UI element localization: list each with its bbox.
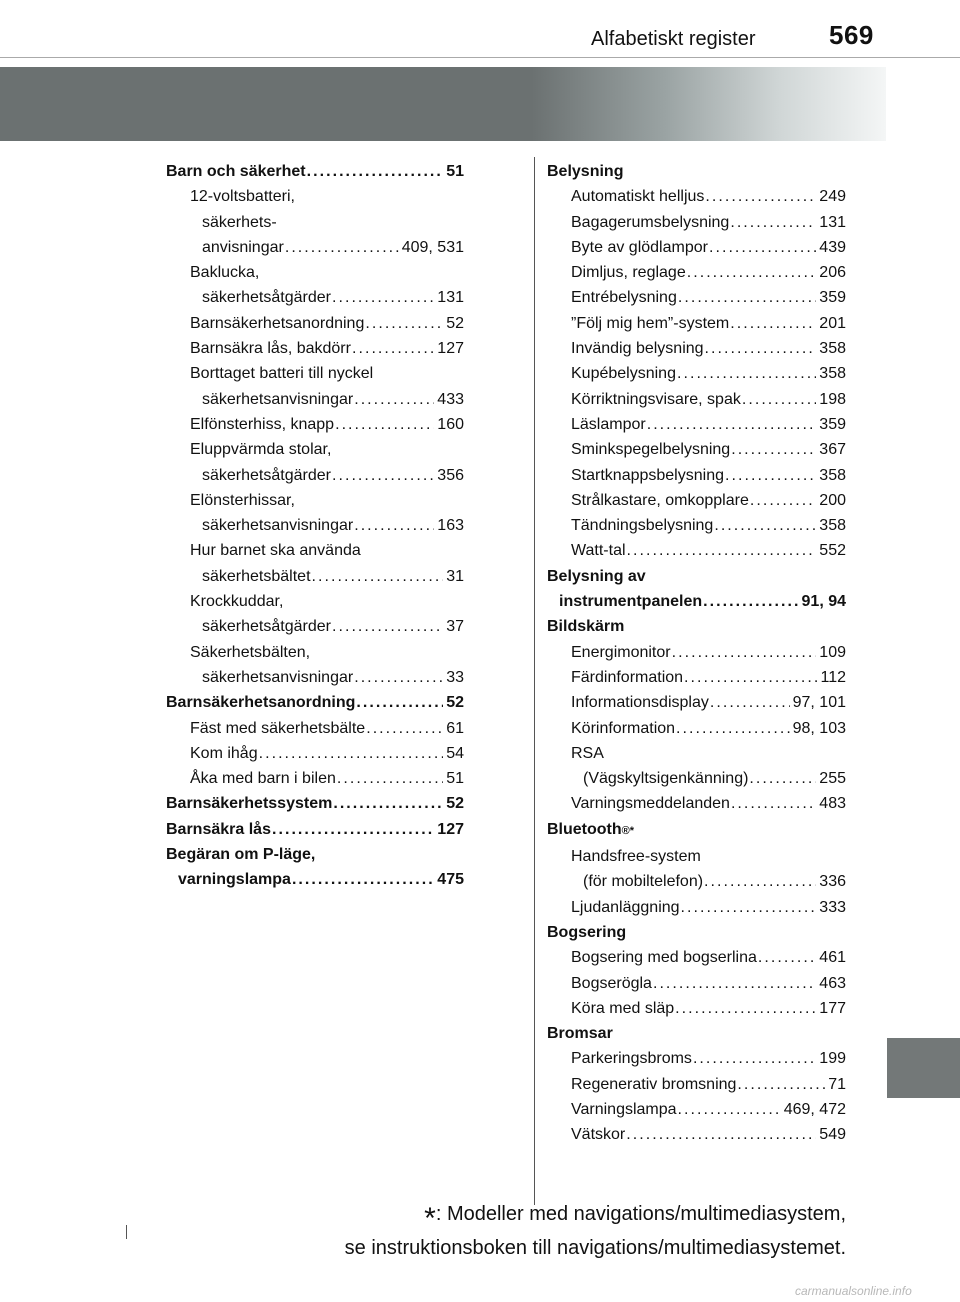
entry-page-ref[interactable]: 31	[446, 567, 464, 585]
entry-page-ref[interactable]: 177	[819, 999, 846, 1017]
index-entry	[547, 513, 846, 538]
dot-leader	[748, 766, 816, 791]
index-entry	[166, 716, 464, 741]
entry-label: Barn och säkerhet	[166, 163, 306, 180]
entry-label: Startknappsbelysning	[571, 466, 724, 484]
entry-page-ref[interactable]: 201	[819, 314, 846, 332]
index-entry	[547, 311, 846, 336]
dot-leader	[626, 538, 817, 563]
header-banner	[0, 67, 886, 141]
index-entry	[166, 791, 464, 816]
index-entry	[547, 589, 846, 614]
index-entry	[547, 1046, 846, 1071]
index-entry	[547, 844, 846, 869]
entry-page-ref[interactable]: 358	[819, 466, 846, 484]
entry-page-ref[interactable]: 469, 472	[783, 1100, 846, 1118]
index-entry	[547, 665, 846, 690]
entry-page-ref[interactable]: 358	[819, 517, 846, 535]
entry-label: säkerhetsåtgärder	[202, 289, 331, 307]
index-entry	[166, 260, 464, 285]
index-entry	[547, 159, 846, 184]
entry-page-ref[interactable]: 97, 101	[792, 694, 846, 712]
dot-leader	[364, 311, 443, 336]
index-entry	[547, 463, 846, 488]
entry-label: Bildskärm	[547, 618, 625, 636]
dot-leader	[652, 971, 816, 996]
index-entry	[547, 945, 846, 970]
dot-leader	[703, 869, 816, 894]
column-divider	[534, 157, 535, 1205]
entry-page-ref[interactable]: 52	[446, 314, 464, 332]
index-entry	[166, 842, 464, 867]
entry-label: Varningsmeddelanden	[571, 795, 730, 813]
entry-label: Informationsdisplay	[571, 694, 709, 712]
entry-label: Barnsäkerhetsanordning	[166, 694, 356, 712]
entry-label: Krockkuddar,	[190, 593, 284, 611]
entry-label: säkerhetsanvisningar	[202, 390, 354, 408]
index-entry	[547, 285, 846, 310]
index-entry	[166, 665, 464, 690]
entry-label: 12-voltsbatteri,	[190, 188, 295, 206]
dot-leader	[353, 513, 434, 538]
entry-label: Begäran om P-läge,	[166, 846, 316, 864]
index-entry	[547, 488, 846, 513]
index-entry	[547, 716, 846, 741]
entry-page-ref[interactable]: 356	[437, 466, 464, 484]
dot-leader	[729, 210, 816, 235]
entry-label: Ljudanläggning	[571, 898, 680, 916]
index-entry	[547, 412, 846, 437]
entry-page-ref[interactable]: 483	[819, 795, 846, 813]
dot-leader	[271, 817, 434, 842]
dot-leader	[724, 463, 816, 488]
dot-leader	[331, 285, 434, 310]
entry-label: Baklucka,	[190, 264, 260, 282]
entry-label: Varningslampa	[571, 1100, 677, 1118]
dot-leader	[702, 589, 798, 614]
entry-page-ref[interactable]: 206	[819, 264, 846, 282]
entry-label: Bogsering med bogserlina	[571, 949, 757, 967]
dot-leader	[709, 690, 790, 715]
entry-label: Elönsterhissar,	[190, 491, 295, 509]
entry-page-ref[interactable]: 37	[446, 618, 464, 636]
entry-label: Borttaget batteri till nyckel	[190, 365, 374, 383]
entry-page-ref[interactable]: 109	[819, 643, 846, 661]
index-entry	[166, 463, 464, 488]
dot-leader	[704, 184, 816, 209]
index-entry	[166, 488, 464, 513]
entry-label: säkerhetsåtgärder	[202, 466, 331, 484]
index-entry	[547, 538, 846, 563]
entry-page-ref[interactable]: 333	[819, 898, 846, 916]
index-entry	[547, 1021, 846, 1046]
entry-label: säkerhetsanvisningar	[202, 668, 354, 686]
entry-label: Barnsäkra lås, bakdörr	[190, 340, 351, 358]
dot-leader	[353, 665, 443, 690]
index-entry	[547, 361, 846, 386]
entry-label: Sminkspegelbelysning	[571, 441, 731, 459]
entry-page-ref[interactable]: 71	[828, 1075, 846, 1093]
entry-page-ref[interactable]: 439	[819, 238, 846, 256]
index-entry	[547, 260, 846, 285]
index-entry	[547, 791, 846, 816]
entry-label: Fäst med säkerhetsbälte	[190, 719, 366, 737]
dot-leader	[736, 1072, 825, 1097]
index-entry	[166, 817, 464, 842]
dot-leader	[757, 945, 816, 970]
index-entry	[166, 336, 464, 361]
entry-page-ref[interactable]: 160	[437, 415, 464, 433]
dot-leader	[353, 387, 434, 412]
index-entry	[166, 387, 464, 412]
entry-label: Belysning	[547, 163, 624, 180]
entry-label: (Vägskyltsigenkänning)	[583, 770, 749, 788]
dot-leader	[677, 1097, 781, 1122]
entry-label: Kom ihåg	[190, 744, 258, 762]
index-entry	[547, 971, 846, 996]
entry-page-ref[interactable]: 255	[819, 770, 846, 788]
index-column-left	[166, 159, 464, 893]
entry-page-ref[interactable]: 358	[819, 365, 846, 383]
index-entry	[547, 1072, 846, 1097]
dot-leader	[713, 513, 816, 538]
dot-leader	[284, 235, 399, 260]
entry-label: Köra med släp	[571, 999, 675, 1017]
entry-page-ref[interactable]: 409, 531	[401, 238, 464, 256]
entry-label: säkerhetsanvisningar	[202, 517, 354, 535]
index-entry	[166, 184, 464, 209]
index-entry	[166, 235, 464, 260]
entry-label: säkerhetsåtgärder	[202, 618, 331, 636]
index-entry	[166, 513, 464, 538]
dot-leader	[331, 463, 434, 488]
entry-label: Säkerhetsbälten,	[190, 643, 311, 661]
index-entry	[166, 159, 464, 184]
entry-label: Läslampor	[571, 415, 646, 433]
index-entry	[166, 690, 464, 715]
index-entry	[547, 690, 846, 715]
dot-leader	[729, 311, 816, 336]
dot-leader	[334, 412, 434, 437]
dot-leader	[686, 260, 817, 285]
entry-label: Barnsäkra lås	[166, 820, 271, 838]
dot-leader	[671, 640, 817, 665]
dot-leader	[683, 665, 817, 690]
entry-label: varningslampa	[178, 871, 291, 889]
index-entry	[547, 817, 846, 844]
entry-label: (för mobiltelefon)	[583, 873, 704, 891]
index-entry	[547, 387, 846, 412]
entry-label: ”Följ mig hem”-system	[571, 314, 730, 332]
dot-leader	[291, 867, 434, 892]
entry-page-ref[interactable]: 131	[437, 289, 464, 307]
entry-label: Energimonitor	[571, 643, 671, 661]
entry-page-ref[interactable]: 54	[446, 744, 464, 762]
entry-page-ref[interactable]: 358	[819, 340, 846, 358]
entry-label: Bogsering	[547, 923, 627, 941]
dot-leader	[311, 564, 444, 589]
entry-label: RSA	[571, 744, 604, 762]
entry-label: Eluppvärmda stolar,	[190, 441, 332, 459]
footnote-text-1: : Modeller med navigations/multimediasystem,	[435, 1203, 846, 1225]
entry-label: Bluetooth	[547, 820, 622, 838]
entry-label: anvisningar	[202, 238, 284, 256]
index-entry	[547, 437, 846, 462]
index-entry	[166, 766, 464, 791]
entry-label: Kupébelysning	[571, 365, 676, 383]
entry-label: Regenerativ bromsning	[571, 1075, 737, 1093]
dot-leader	[680, 895, 817, 920]
dot-leader	[741, 387, 816, 412]
index-entry	[166, 538, 464, 563]
dot-leader	[704, 336, 817, 361]
index-entry	[166, 437, 464, 462]
index-entry	[547, 184, 846, 209]
entry-label: instrumentpanelen	[559, 593, 703, 611]
entry-page-ref[interactable]: 336	[819, 873, 846, 891]
entry-page-ref[interactable]: 552	[819, 542, 846, 560]
dot-leader	[674, 996, 816, 1021]
footnote-line-2: se instruktionsboken till navigations/multimediasystemet.	[344, 1237, 846, 1259]
entry-label: Färdinformation	[571, 668, 684, 686]
entry-page-ref[interactable]: 51	[446, 770, 464, 788]
index-entry	[547, 235, 846, 260]
entry-label: Parkeringsbroms	[571, 1050, 692, 1068]
watermark[interactable]: carmanualsonline.info	[795, 1284, 912, 1298]
entry-label: Barnsäkerhetsanordning	[190, 314, 365, 332]
index-entry	[166, 614, 464, 639]
entry-page-ref[interactable]: 127	[437, 820, 464, 838]
index-entry	[547, 766, 846, 791]
entry-page-ref[interactable]: 549	[819, 1126, 846, 1144]
index-entry	[547, 210, 846, 235]
dot-leader	[749, 488, 816, 513]
entry-label: Körriktningsvisare, spak	[571, 390, 741, 408]
index-entry	[547, 1097, 846, 1122]
index-entry	[547, 869, 846, 894]
index-entry	[166, 589, 464, 614]
entry-page-ref[interactable]: 52	[446, 694, 464, 712]
entry-page-ref[interactable]: 475	[437, 871, 464, 889]
entry-page-ref[interactable]: 367	[819, 441, 846, 459]
index-entry	[166, 564, 464, 589]
entry-page-ref[interactable]: 359	[819, 415, 846, 433]
entry-page-ref[interactable]: 131	[819, 213, 846, 231]
dot-leader	[646, 412, 817, 437]
index-entry	[166, 311, 464, 336]
entry-page-ref[interactable]: 461	[819, 949, 846, 967]
dot-leader	[677, 285, 816, 310]
dot-leader	[708, 235, 816, 260]
entry-label: Byte av glödlampor	[571, 238, 708, 256]
entry-page-ref[interactable]: 163	[437, 517, 464, 535]
entry-label: Elfönsterhiss, knapp	[190, 415, 335, 433]
dot-leader	[331, 614, 443, 639]
entry-page-ref[interactable]: 463	[819, 974, 846, 992]
entry-label: Åka med barn i bilen	[190, 770, 336, 788]
index-entry	[166, 210, 464, 235]
index-entry	[547, 996, 846, 1021]
entry-label: Barnsäkerhetssystem	[166, 795, 333, 813]
entry-label: Entrébelysning	[571, 289, 677, 307]
entry-page-ref[interactable]: 359	[819, 289, 846, 307]
footnote-line-1	[424, 1202, 846, 1235]
header-divider	[0, 57, 960, 58]
dot-leader	[351, 336, 434, 361]
index-entry	[547, 1122, 846, 1147]
entry-label: Tändningsbelysning	[571, 517, 714, 535]
index-entry	[166, 640, 464, 665]
footnote-rule	[126, 1225, 127, 1239]
entry-label: Belysning av	[547, 567, 646, 585]
entry-label: Handsfree-system	[571, 848, 701, 866]
entry-page-ref[interactable]: 127	[437, 340, 464, 358]
entry-page-ref[interactable]: 200	[819, 491, 846, 509]
entry-label: säkerhets-	[202, 213, 277, 231]
entry-superscript: ®*	[621, 824, 635, 837]
dot-leader	[258, 741, 444, 766]
entry-page-ref[interactable]: 98, 103	[792, 719, 846, 737]
entry-page-ref[interactable]: 52	[446, 795, 464, 813]
entry-label: Vätskor	[571, 1126, 626, 1144]
entry-label: Watt-tal	[571, 542, 626, 560]
dot-leader	[306, 159, 444, 184]
entry-page-ref[interactable]: 91, 94	[801, 593, 846, 611]
footnote-star: *	[424, 1202, 436, 1235]
dot-leader	[730, 437, 816, 462]
index-entry	[547, 336, 846, 361]
entry-page-ref[interactable]: 112	[820, 668, 846, 686]
index-entry	[166, 741, 464, 766]
entry-label: Invändig belysning	[571, 340, 704, 358]
entry-label: Bagagerumsbelysning	[571, 213, 730, 231]
dot-leader	[675, 716, 790, 741]
dot-leader	[676, 361, 816, 386]
entry-label: Hur barnet ska använda	[190, 542, 361, 560]
index-entry	[547, 614, 846, 639]
entry-label: Bogserögla	[571, 974, 652, 992]
entry-page-ref[interactable]: 51	[446, 163, 464, 180]
header-title: Alfabetiskt register	[591, 28, 756, 50]
entry-page-ref[interactable]: 199	[819, 1050, 846, 1068]
entry-label: Bromsar	[547, 1025, 613, 1043]
entry-label: Dimljus, reglage	[571, 264, 686, 282]
index-entry	[547, 741, 846, 766]
entry-page-ref[interactable]: 249	[819, 188, 846, 206]
index-entry	[166, 361, 464, 386]
index-entry	[166, 867, 464, 892]
entry-page-ref[interactable]: 33	[446, 668, 464, 686]
dot-leader	[355, 690, 443, 715]
index-entry	[547, 564, 846, 589]
dot-leader	[730, 791, 816, 816]
section-thumb-tab	[887, 1038, 960, 1098]
dot-leader	[336, 766, 443, 791]
dot-leader	[332, 791, 443, 816]
page-number: 569	[829, 20, 874, 50]
index-column-right	[547, 159, 846, 1148]
index-entry	[547, 640, 846, 665]
dot-leader	[625, 1122, 816, 1147]
entry-label: Strålkastare, omkopplare	[571, 491, 749, 509]
index-entry	[166, 412, 464, 437]
entry-page-ref[interactable]: 433	[437, 390, 464, 408]
entry-label: Automatiskt helljus	[571, 188, 705, 206]
index-entry	[166, 285, 464, 310]
index-entry	[547, 895, 846, 920]
dot-leader	[692, 1046, 816, 1071]
entry-page-ref[interactable]: 61	[446, 719, 464, 737]
entry-page-ref[interactable]: 198	[819, 390, 846, 408]
entry-label: Körinformation	[571, 719, 676, 737]
index-entry	[547, 920, 846, 945]
dot-leader	[365, 716, 443, 741]
entry-label: säkerhetsbältet	[202, 567, 311, 585]
